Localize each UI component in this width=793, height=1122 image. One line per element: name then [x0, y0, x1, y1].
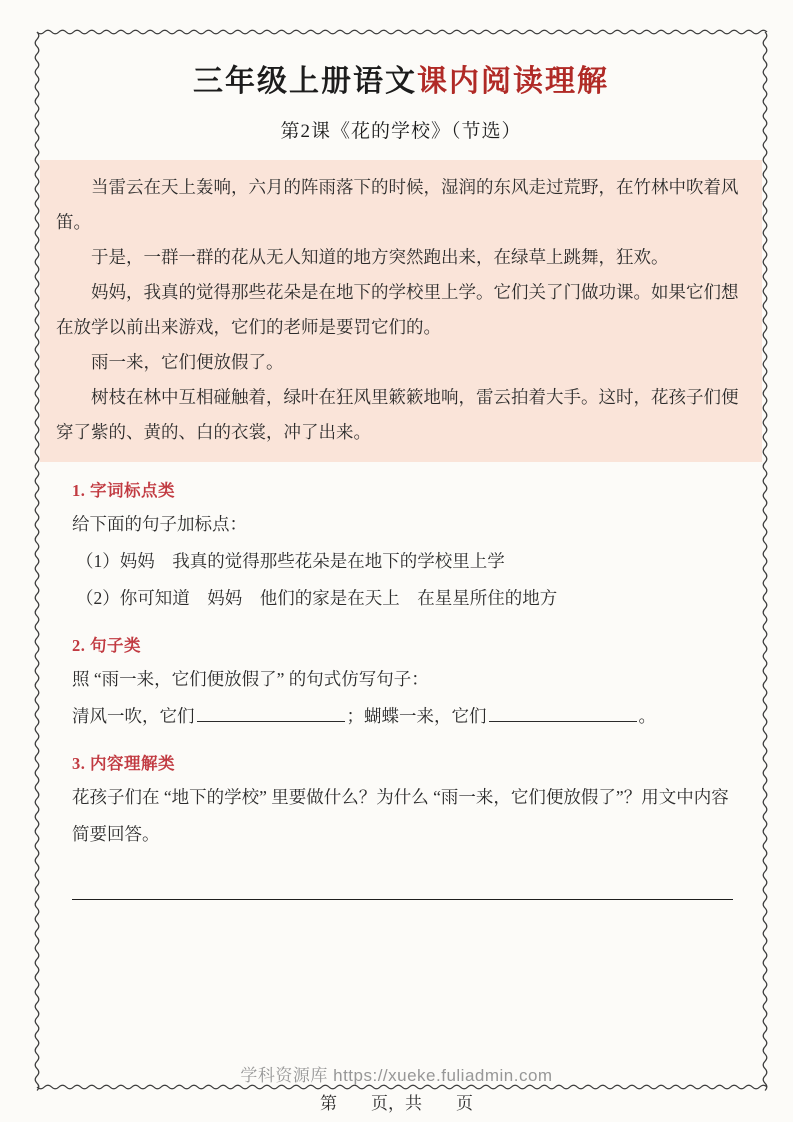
section2-prompt: 照 “雨一来，它们便放假了” 的句式仿写句子： — [72, 669, 429, 689]
section2-heading: 2. 句子类 — [72, 636, 141, 655]
questions-area — [72, 476, 745, 900]
section1-item-2: （2）你可知道 妈妈 他们的家是在天上 在星星所住的地方 — [76, 588, 558, 608]
passage-paragraph-5: 树枝在林中互相碰触着，绿叶在狂风里簌簌地响，雷云拍着大手。这时，花孩子们便穿了紫的、黄的、白的衣裳，冲了出来。 — [56, 387, 739, 442]
fill-blank-1 — [197, 705, 345, 722]
section3-prompt: 花孩子们在 “地下的学校” 里要做什么？为什么 “雨一来，它们便放假了”？用文中内容简要回答。 — [72, 787, 729, 844]
passage-paragraph-4: 雨一来，它们便放假了。 — [91, 352, 284, 372]
title-black-part: 三年级上册语文 — [193, 65, 417, 98]
section1-item-1: （1）妈妈 我真的觉得那些花朵是在地下的学校里上学 — [76, 551, 505, 571]
answer-writing-line — [72, 899, 733, 900]
page-number-label: 第 页，共 页 — [320, 1094, 473, 1113]
section1-prompt: 给下面的句子加标点： — [72, 514, 247, 534]
passage-paragraph-3: 妈妈，我真的觉得那些花朵是在地下的学校里上学。它们关了门做功课。如果它们想在放学以前出来游戏，它们的老师是要罚它们的。 — [56, 282, 739, 337]
section2-fill-line — [72, 698, 745, 735]
site-watermark: 学科资源库 https://xueke.fuliadmin.com — [240, 1066, 553, 1085]
passage-paragraph-2: 于是，一群一群的花从无人知道的地方突然跑出来，在绿草上跳舞，狂欢。 — [91, 247, 669, 267]
section1-heading: 1. 字词标点类 — [72, 481, 175, 500]
title-red-part: 课内阅读理解 — [417, 65, 609, 98]
page-title — [37, 56, 765, 100]
fill-blank-2 — [489, 705, 637, 722]
passage-paragraph-1: 当雷云在天上轰响，六月的阵雨落下的时候，湿润的东风走过荒野，在竹林中吹着风笛。 — [56, 177, 739, 232]
fill-text-2: ；蝴蝶一来，它们 — [346, 706, 487, 726]
passage-box — [40, 160, 762, 462]
fill-text-1: 清风一吹，它们 — [72, 706, 195, 726]
section3-heading: 3. 内容理解类 — [72, 754, 175, 773]
lesson-subtitle: 第2课《花的学校》（节选） — [280, 121, 522, 142]
fill-text-3: 。 — [638, 706, 656, 726]
worksheet-page — [37, 32, 765, 900]
